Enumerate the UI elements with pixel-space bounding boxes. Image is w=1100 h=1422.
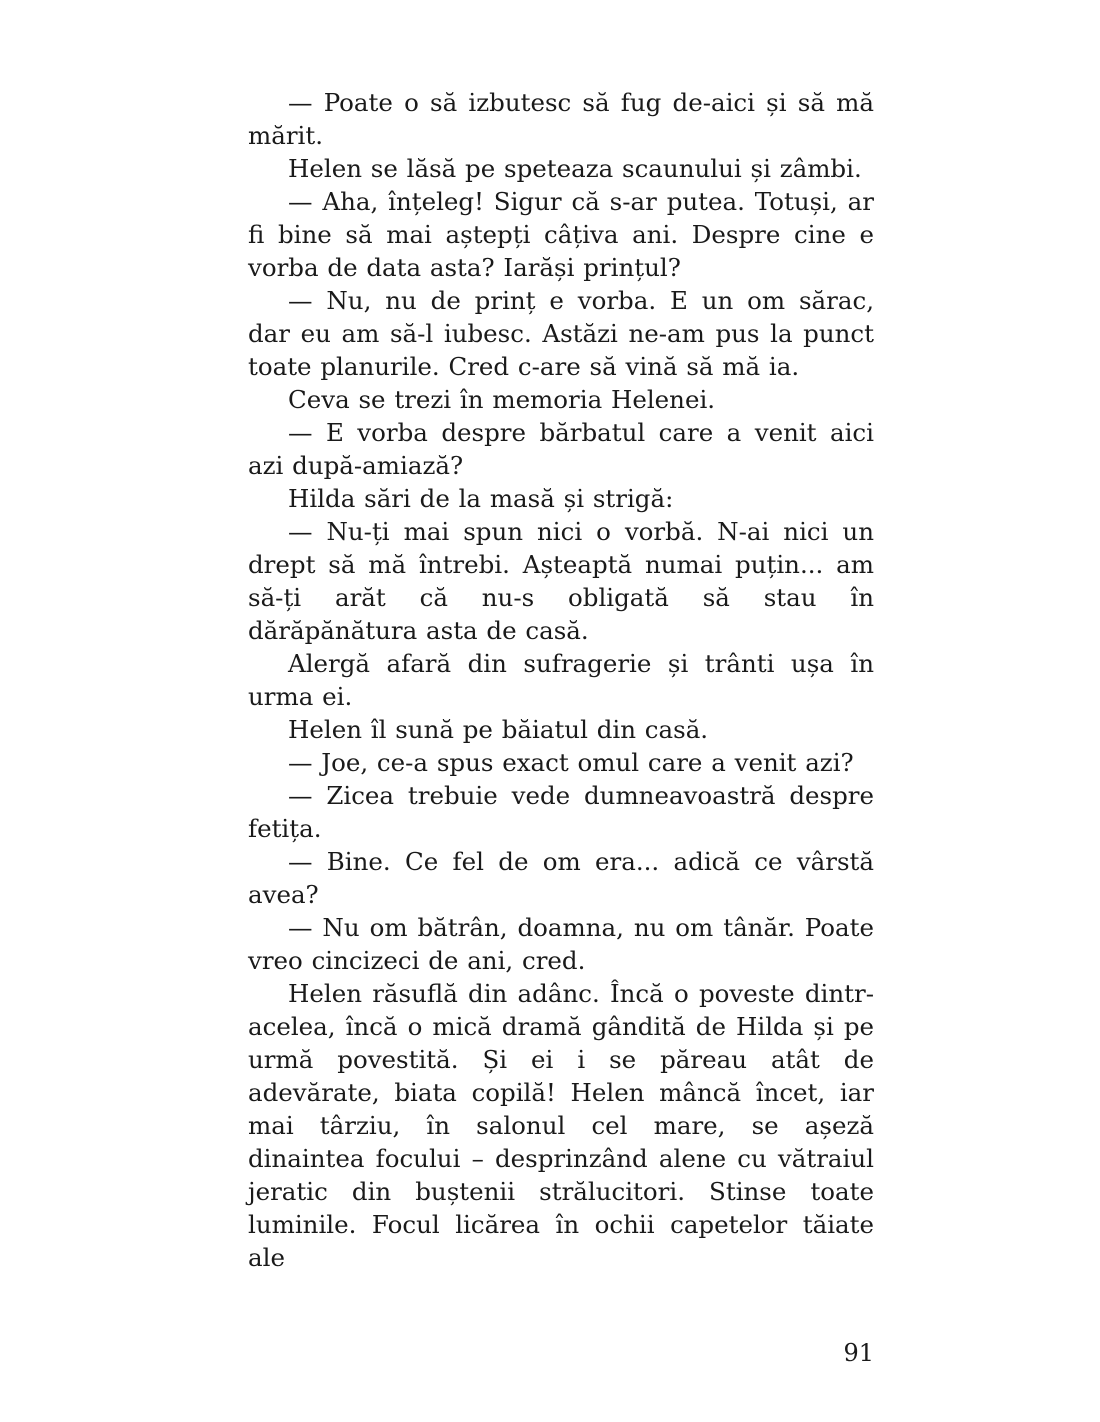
paragraph: Ceva se trezi în memoria Helenei. bbox=[288, 385, 716, 414]
paragraph: Helen răsuflă din adânc. Încă o poveste dintr-acelea, încă o mică dramă gândită de Hilda și pe urmă povestită. Și ei i se păreau atât de adevărate, biata copilă! Helen mâncă încet, iar mai târziu, în salonul cel mare, se așeză dinaintea focului – desprinzând alene cu vătraiul jeratic din buștenii strălucitori. Stinse toate luminile. Focul licărea în ochii capetelor tăiate ale bbox=[248, 979, 874, 1272]
paragraph: — Nu om bătrân, doamna, nu om tânăr. Poate vreo cincizeci de ani, cred. bbox=[248, 913, 874, 975]
paragraph: — Zicea trebuie vede dumneavoastră despre fetița. bbox=[248, 781, 874, 843]
paragraph: Helen îl sună pe băiatul din casă. bbox=[288, 715, 709, 744]
paragraph: — Joe, ce-a spus exact omul care a venit azi? bbox=[288, 748, 854, 777]
paragraph: — Aha, înțeleg! Sigur că s-ar putea. Totuși, ar fi bine să mai aștepți câțiva ani. Despre cine e vorba de data asta? Iarăși prințul? bbox=[248, 187, 874, 282]
page-number: 91 bbox=[843, 1339, 874, 1367]
paragraph: — Bine. Ce fel de om era... adică ce vârstă avea? bbox=[248, 847, 874, 909]
page-body bbox=[248, 86, 874, 1274]
paragraph: Alergă afară din sufragerie și trânti ușa în urma ei. bbox=[248, 649, 874, 711]
paragraph: Helen se lăsă pe speteaza scaunului și zâmbi. bbox=[288, 154, 862, 183]
paragraph: Hilda sări de la masă și strigă: bbox=[288, 484, 674, 513]
paragraph: — E vorba despre bărbatul care a venit aici azi după-amiază? bbox=[248, 418, 874, 480]
paragraph: — Nu, nu de prinț e vorba. E un om sărac, dar eu am să-l iubesc. Astăzi ne-am pus la punct toate planurile. Cred c-are să vină să mă ia. bbox=[248, 286, 874, 381]
paragraph: — Poate o să izbutesc să fug de-aici și să mă mărit. bbox=[248, 88, 874, 150]
paragraph: — Nu-ți mai spun nici o vorbă. N-ai nici un drept să mă întrebi. Așteaptă numai puțin... am să-ți arăt că nu-s obligată să stau în dărăpănătura asta de casă. bbox=[248, 517, 874, 645]
